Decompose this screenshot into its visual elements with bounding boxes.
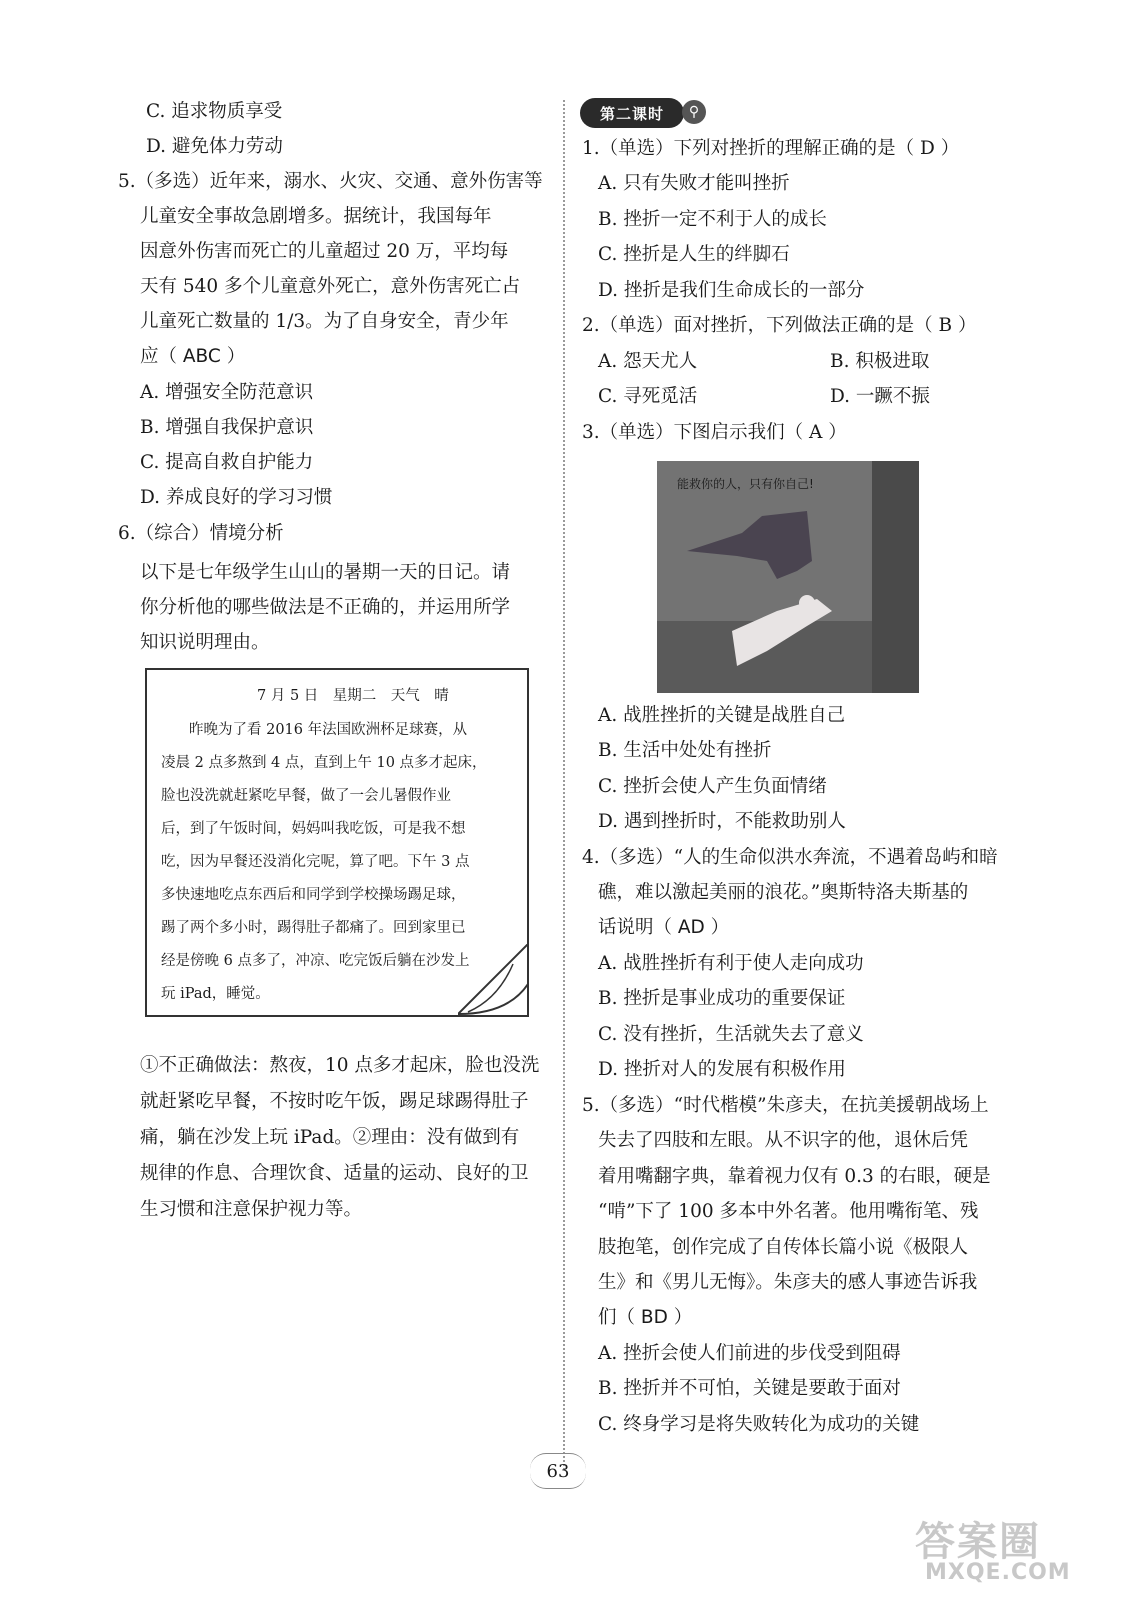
question-line: 话说明（ AD ） xyxy=(598,917,730,938)
question-line: 1.（单选）下列对挫折的理解正确的是（ D ） xyxy=(582,138,960,159)
question-line: 5.（多选）“时代楷模”朱彦夫，在抗美援朝战场上 xyxy=(582,1095,989,1116)
illustration-drawing xyxy=(657,461,919,693)
option-line: B. 挫折是事业成功的重要保证 xyxy=(598,988,846,1009)
diary-line: 多快速地吃点东西后和同学到学校操场踢足球， xyxy=(161,887,466,903)
diary-line: 后，到了午饭时间，妈妈叫我吃饭，可是我不想 xyxy=(161,821,466,837)
option-line: B. 挫折并不可怕，关键是要敢于面对 xyxy=(598,1378,901,1399)
question-line: 礁，难以激起美丽的浪花。”奥斯特洛夫斯基的 xyxy=(598,882,969,903)
option-line: C. 没有挫折，生活就失去了意义 xyxy=(598,1024,864,1045)
answer-line: ①不正确做法：熬夜，10 点多才起床，脸也没洗 xyxy=(140,1055,540,1076)
diary-line: 昨晚为了看 2016 年法国欧洲杯足球赛，从 xyxy=(189,722,468,738)
option-line: C. 提高自救自护能力 xyxy=(140,452,314,473)
option-line: B. 生活中处处有挫折 xyxy=(598,740,772,761)
option-line: C. 寻死觅活 xyxy=(598,386,698,407)
option-line: B. 积极进取 xyxy=(830,351,930,372)
question-line: 5.（多选）近年来，溺水、火灾、交通、意外伤害等 xyxy=(118,171,543,192)
option-line: C. 挫折是人生的绊脚石 xyxy=(598,244,790,265)
option-line: D. 挫折对人的发展有积极作用 xyxy=(598,1059,846,1080)
question-line: 3.（单选）下图启示我们（ A ） xyxy=(582,422,847,443)
option-line: A. 怨天尤人 xyxy=(598,351,698,372)
question-line: 们（ BD ） xyxy=(598,1307,693,1328)
option-line: A. 增强安全防范意识 xyxy=(140,382,314,403)
diary-header: 7 月 5 日 星期二 天气 晴 xyxy=(257,688,449,704)
watermark-en: MXQE.COM xyxy=(925,1560,1071,1585)
watermark-logo xyxy=(895,1510,1105,1590)
illustration xyxy=(657,461,919,693)
illustration-caption: 能救你的人，只有你自己! xyxy=(677,477,814,491)
answer-line: 就赶紧吃早餐，不按时吃午饭，踢足球踢得肚子 xyxy=(140,1091,529,1112)
page-number: 63 xyxy=(530,1453,586,1489)
diary-line: 踢了两个多小时，踢得肚子都痛了。回到家里已 xyxy=(161,920,466,936)
magnifier-icon: ⚲ xyxy=(682,100,706,124)
diary-line: 脸也没洗就赶紧吃早餐，做了一会儿暑假作业 xyxy=(161,788,451,804)
option-line: A. 战胜挫折的关键是战胜自己 xyxy=(598,705,846,726)
option-line: D. 一蹶不振 xyxy=(830,386,930,407)
question-line: 2.（单选）面对挫折，下列做法正确的是（ B ） xyxy=(582,315,977,336)
question-line: 你分析他的哪些做法是不正确的，并运用所学 xyxy=(140,597,511,618)
option-line: C. 追求物质享受 xyxy=(146,101,283,122)
question-line: 生》和《男儿无悔》。朱彦夫的感人事迹告诉我 xyxy=(598,1272,978,1293)
option-line: D. 养成良好的学习习惯 xyxy=(140,487,333,508)
watermark-cn: 答案圈 xyxy=(915,1519,1041,1565)
question-line: 4.（多选）“人的生命似洪水奔流，不遇着岛屿和暗 xyxy=(582,847,998,868)
column-divider xyxy=(563,100,565,1470)
option-line: B. 挫折一定不利于人的成长 xyxy=(598,209,827,230)
question-line: 天有 540 多个儿童意外死亡，意外伤害死亡占 xyxy=(140,276,521,297)
question-line: 以下是七年级学生山山的暑期一天的日记。请 xyxy=(140,562,511,583)
question-line: 因意外伤害而死亡的儿童超过 20 万，平均每 xyxy=(140,241,509,262)
answer-line: 痛，躺在沙发上玩 iPad。②理由：没有做到有 xyxy=(140,1127,520,1148)
question-line: 失去了四肢和左眼。从不识字的他，退休后凭 xyxy=(598,1130,969,1151)
answer-line: 规律的作息、合理饮食、适量的运动、良好的卫 xyxy=(140,1163,529,1184)
question-line: 着用嘴翻字典，靠着视力仅有 0.3 的右眼，硬是 xyxy=(598,1166,991,1187)
section-title: 第二课时 xyxy=(580,98,684,128)
diary-line: 吃，因为早餐还没消化完呢，算了吧。下午 3 点 xyxy=(161,854,470,870)
diary-line: 凌晨 2 点多熬到 4 点，直到上午 10 点多才起床， xyxy=(161,755,487,771)
option-line: B. 增强自我保护意识 xyxy=(140,417,314,438)
question-line: 肢抱笔，创作完成了自传体长篇小说《极限人 xyxy=(598,1237,969,1258)
option-line: A. 战胜挫折有利于使人走向成功 xyxy=(598,953,864,974)
question-line: 6.（综合）情境分析 xyxy=(118,523,284,544)
question-line: 儿童安全事故急剧增多。据统计，我国每年 xyxy=(140,206,492,227)
option-line: A. 只有失败才能叫挫折 xyxy=(598,173,790,194)
diary-line: 经是傍晚 6 点多了，冲凉、吃完饭后躺在沙发上 xyxy=(161,953,470,969)
question-line: 知识说明理由。 xyxy=(140,632,270,653)
question-line: 儿童死亡数量的 1/3。为了自身安全，青少年 xyxy=(140,311,509,332)
option-line: A. 挫折会使人们前进的步伐受到阻碍 xyxy=(598,1343,901,1364)
question-line: 应（ ABC ） xyxy=(140,346,246,367)
answer-line: 生习惯和注意保护视力等。 xyxy=(140,1199,363,1220)
option-line: C. 挫折会使人产生负面情绪 xyxy=(598,776,827,797)
option-line: D. 挫折是我们生命成长的一部分 xyxy=(598,280,865,301)
option-line: C. 终身学习是将失败转化为成功的关键 xyxy=(598,1414,920,1435)
question-line: “啃”下了 100 多本中外名著。他用嘴衔笔、残 xyxy=(598,1201,979,1222)
diary-line: 玩 iPad，睡觉。 xyxy=(161,986,270,1002)
option-line: D. 遇到挫折时，不能救助别人 xyxy=(598,811,846,832)
page-curl-decoration xyxy=(458,944,528,1016)
option-line: D. 避免体力劳动 xyxy=(146,136,283,157)
